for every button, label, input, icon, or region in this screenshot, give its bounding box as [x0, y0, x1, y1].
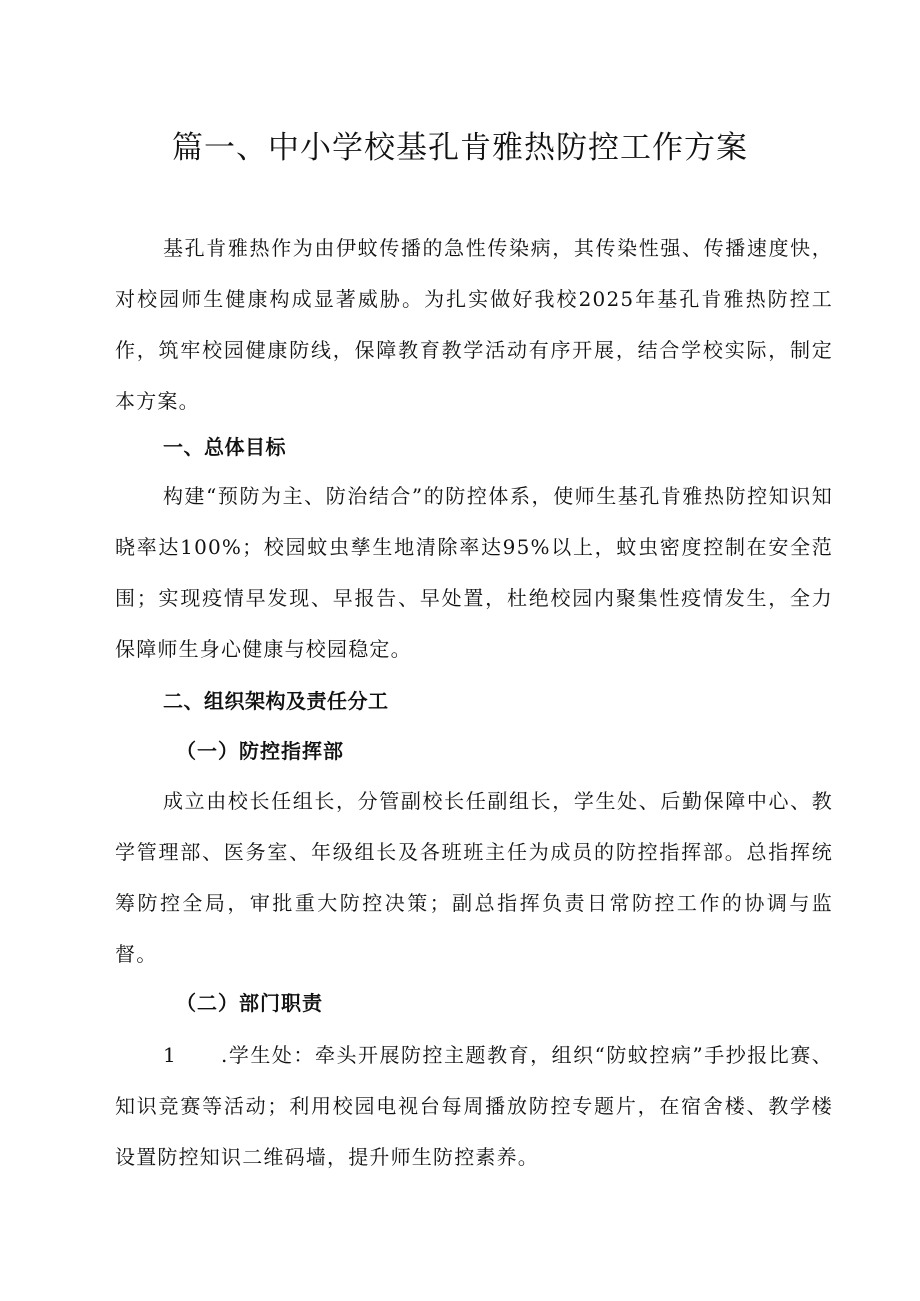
- intro-paragraph: 基孔肯雅热作为由伊蚊传播的急性传染病，其传染性强、传播速度快，对校园师生健康构成显著威胁。为扎实做好我校2025年基孔肯雅热防控工作，筑牢校园健康防线，保障教育教学活动有序开展，结合学校实际，制定本方案。: [115, 236, 833, 413]
- page-title: 篇一、中小学校基孔肯雅热防控工作方案: [172, 130, 748, 166]
- list-item-text: .学生处：牵头开展防控主题教育，组织“防蚊控病”手抄报比赛、知识竞赛等活动；利用校园电视台每周播放防控专题片，在宿舍楼、教学楼设置防控知识二维码墙，提升师生防控素养。: [115, 1043, 833, 1169]
- section-2-heading: 二、组织架构及责任分工: [163, 689, 389, 713]
- subsection-2-heading: （二）部门职责: [176, 991, 323, 1015]
- list-item-number: 1: [163, 1043, 177, 1067]
- section-1-paragraph: 构建“预防为主、防治结合”的防控体系，使师生基孔肯雅热防控知识知晓率达100%；校园蚊虫孳生地清除率达95%以上，蚊虫密度控制在安全范围；实现疫情早发现、早报告、早处置，杜绝校园内聚集性疫情发生，全力保障师生身心健康与校园稳定。: [115, 484, 833, 661]
- subsection-1-heading: （一）防控指挥部: [176, 739, 344, 763]
- section-1-heading: 一、总体目标: [163, 435, 286, 459]
- list-item: [115, 1030, 833, 1183]
- subsection-1-paragraph: 成立由校长任组长，分管副校长任副组长，学生处、后勤保障中心、教学管理部、医务室、年级组长及各班班主任为成员的防控指挥部。总指挥统筹防控全局，审批重大防控决策；副总指挥负责日常防控工作的协调与监督。: [115, 789, 833, 966]
